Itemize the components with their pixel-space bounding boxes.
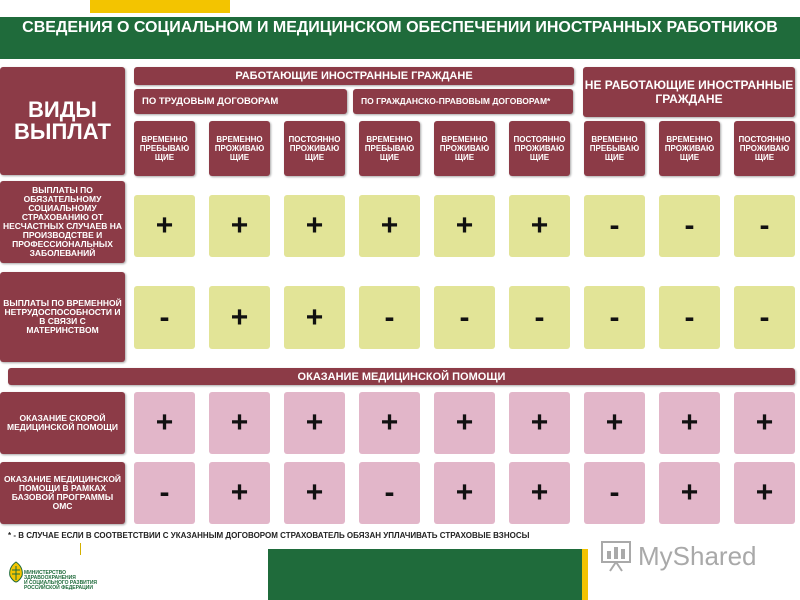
column-header: ВРЕМЕННО ПРЕБЫВАЮ ЩИЕ (359, 121, 420, 176)
cell-mark: + (434, 392, 495, 454)
cell-mark: + (209, 392, 270, 454)
cell-mark: + (434, 195, 495, 257)
cell-mark: + (134, 392, 195, 454)
group-working: РАБОТАЮЩИЕ ИНОСТРАННЫЕ ГРАЖДАНЕ (134, 67, 574, 85)
column-header: ПОСТОЯННО ПРОЖИВАЮ ЩИЕ (509, 121, 570, 176)
cell-mark: - (734, 286, 795, 349)
cell-mark: + (359, 392, 420, 454)
cell-mark: + (209, 462, 270, 524)
cell-mark: + (209, 195, 270, 257)
vidy-vyplat-label: ВИДЫ ВЫПЛАТ (0, 67, 125, 175)
cell-mark: - (584, 462, 645, 524)
ministry-emblem-icon (6, 560, 26, 584)
cell-mark: + (209, 286, 270, 349)
cell-mark: + (509, 392, 570, 454)
cell-mark: + (659, 462, 720, 524)
cell-mark: + (584, 392, 645, 454)
group-not-working: НЕ РАБОТАЮЩИЕ ИНОСТРАННЫЕ ГРАЖДАНЕ (583, 67, 795, 117)
cell-mark: - (659, 195, 720, 257)
column-header: ВРЕМЕННО ПРЕБЫВАЮ ЩИЕ (134, 121, 195, 176)
footer-yellow-strip (582, 549, 588, 600)
divider-tick (80, 543, 81, 555)
row-label: ОКАЗАНИЕ МЕДИЦИНСКОЙ ПОМОЩИ В РАМКАХ БАЗОВОЙ ПРОГРАММЫ ОМС (0, 462, 125, 524)
cell-mark: - (584, 286, 645, 349)
column-header: ВРЕМЕННО ПРЕБЫВАЮ ЩИЕ (584, 121, 645, 176)
watermark: MyShared (598, 536, 768, 576)
top-accent-bar (90, 0, 230, 13)
group-civil-contract: ПО ГРАЖДАНСКО-ПРАВОВЫМ ДОГОВОРАМ* (353, 89, 573, 114)
footnote: * - В СЛУЧАЕ ЕСЛИ В СООТВЕТСТВИИ С УКАЗАННЫМ ДОГОВОРОМ СТРАХОВАТЕЛЬ ОБЯЗАН УПЛАЧИВАТЬ СТРАХОВЫЕ ВЗНОСЫ (8, 531, 530, 540)
cell-mark: + (734, 392, 795, 454)
group-labor-contract: ПО ТРУДОВЫМ ДОГОВОРАМ (134, 89, 347, 114)
cell-mark: - (134, 286, 195, 349)
presentation-icon (598, 538, 634, 574)
cell-mark: + (434, 462, 495, 524)
cell-mark: - (359, 286, 420, 349)
cell-mark: + (359, 195, 420, 257)
row-label: ВЫПЛАТЫ ПО ОБЯЗАТЕЛЬНОМУ СОЦИАЛЬНОМУ СТРАХОВАНИЮ ОТ НЕСЧАСТНЫХ СЛУЧАЕВ НА ПРОИЗВОДСТВЕ И ПРОФЕССИОНАЛЬНЫХ ЗАБОЛЕВАНИЙ (0, 181, 125, 263)
cell-mark: - (509, 286, 570, 349)
cell-mark: + (284, 286, 345, 349)
ministry-name: МИНИСТЕРСТВО ЗДРАВООХРАНЕНИЯ И СОЦИАЛЬНОГО РАЗВИТИЯ РОССИЙСКОЙ ФЕДЕРАЦИИ (24, 570, 98, 591)
cell-mark: + (284, 392, 345, 454)
footer-green-block (268, 549, 582, 600)
cell-mark: - (584, 195, 645, 257)
cell-mark: + (509, 195, 570, 257)
cell-mark: - (659, 286, 720, 349)
column-header: ПОСТОЯННО ПРОЖИВАЮ ЩИЕ (284, 121, 345, 176)
cell-mark: + (284, 195, 345, 257)
column-header: ВРЕМЕННО ПРОЖИВАЮ ЩИЕ (434, 121, 495, 176)
column-header: ВРЕМЕННО ПРОЖИВАЮ ЩИЕ (209, 121, 270, 176)
column-header: ВРЕМЕННО ПРОЖИВАЮ ЩИЕ (659, 121, 720, 176)
column-header: ПОСТОЯННО ПРОЖИВАЮ ЩИЕ (734, 121, 795, 176)
cell-mark: + (734, 462, 795, 524)
cell-mark: + (659, 392, 720, 454)
page-title: СВЕДЕНИЯ О СОЦИАЛЬНОМ И МЕДИЦИНСКОМ ОБЕСПЕЧЕНИИ ИНОСТРАННЫХ РАБОТНИКОВ (0, 17, 800, 59)
cell-mark: - (434, 286, 495, 349)
cell-mark: + (134, 195, 195, 257)
medical-section-header: ОКАЗАНИЕ МЕДИЦИНСКОЙ ПОМОЩИ (8, 368, 795, 385)
cell-mark: - (359, 462, 420, 524)
cell-mark: + (509, 462, 570, 524)
cell-mark: - (734, 195, 795, 257)
row-label: ВЫПЛАТЫ ПО ВРЕМЕННОЙ НЕТРУДОСПОСОБНОСТИ И В СВЯЗИ С МАТЕРИНСТВОМ (0, 272, 125, 362)
cell-mark: - (134, 462, 195, 524)
cell-mark: + (284, 462, 345, 524)
row-label: ОКАЗАНИЕ СКОРОЙ МЕДИЦИНСКОЙ ПОМОЩИ (0, 392, 125, 454)
